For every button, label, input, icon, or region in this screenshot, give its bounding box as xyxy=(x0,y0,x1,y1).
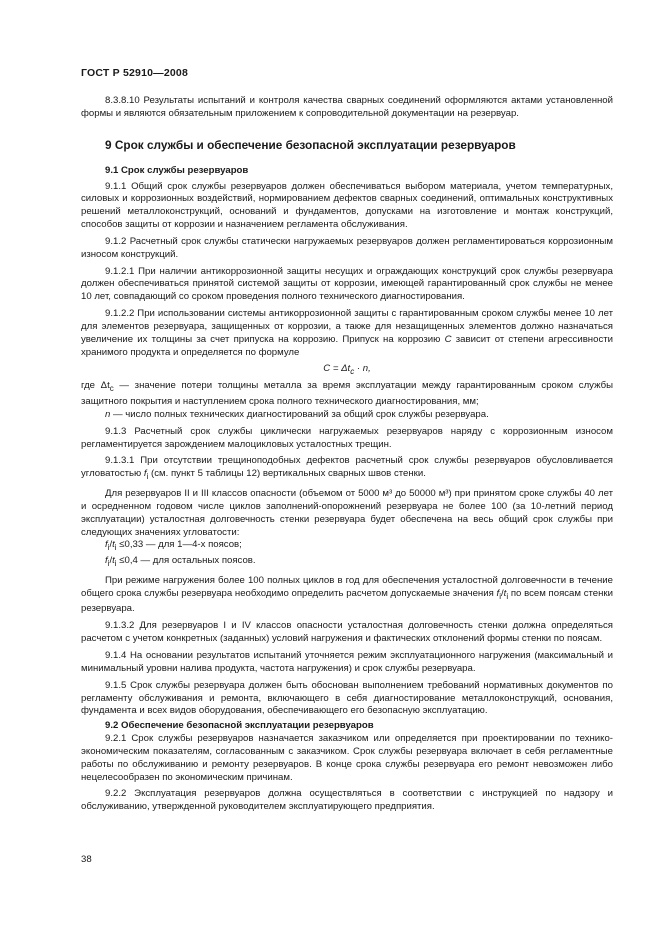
cond2-f-sub: i xyxy=(107,559,110,568)
paragraph-9-2-2: 9.2.2 Эксплуатация резервуаров должна осуществляться в соответствии с инструкцией по надзору и обслуживанию, утвержденной руководителем эксплуатирующего предприятия. xyxy=(81,788,613,813)
paragraph-9-1-3-1-text-a: 9.1.3.1 При отсутствии трещиноподобных дефектов расчетный срок службы резервуаров обусловливается угловатостью xyxy=(81,455,613,480)
cond2-f: f xyxy=(105,555,108,567)
cycles-f-sub: i xyxy=(499,591,501,601)
cycles-slash: / xyxy=(500,587,504,599)
cycles-t-sub: i xyxy=(506,591,509,601)
paragraph-hazard-classes: Для резервуаров II и III классов опасности (объемом от 5000 м³ до 50000 м³) при принятом сроке службы 40 лет и осредненном годовом числе циклов заполнений-опорожнений резервуара не более 100 (за 10-летний период эксплуатации) усталостная долговечность стенки резервуара будет обеспечена на весь общий срок службы при следующих значениях угловатости: xyxy=(81,487,613,538)
cycles-t: t xyxy=(503,587,507,599)
definition-delta-tc xyxy=(81,380,613,409)
cond2-text: ≤0,4 — для остальных поясов. xyxy=(116,555,256,567)
cond1-t-sub: i xyxy=(114,543,117,553)
paragraph-cycles xyxy=(81,575,613,616)
condition-belts-1-4 xyxy=(81,539,613,555)
document-header: ГОСТ Р 52910—2008 xyxy=(81,67,189,79)
definition-text: — значение потери толщины металла за время эксплуатации между гарантированным сроком службы защитного покрытия и наступлением срока полного технического диагностирования, мм; xyxy=(81,380,613,407)
paragraph-9-1-2: 9.1.2 Расчетный срок службы статически нагружаемых резервуаров должен регламентироваться коррозионным износом конструкций. xyxy=(81,235,613,260)
cond1-slash: / xyxy=(109,539,113,551)
page-number: 38 xyxy=(81,854,92,865)
paragraph-9-1-3-2: 9.1.3.2 Для резервуаров I и IV классов опасности усталостная долговечность стенки должна определяться расчетом с учетом конкретных (заданных) условий нагружения и фактических отклонений формы стенки по поясам. xyxy=(81,620,613,645)
definition-lead: где Δt xyxy=(81,380,110,392)
symbol-n: n xyxy=(105,408,111,420)
paragraph-9-1-3-1-text-b: (см. пункт 5 таблицы 12) вертикальных сварных швов стенки. xyxy=(148,468,426,480)
cond2-t: t xyxy=(112,555,115,567)
section-9-title: 9 Срок службы и обеспечение безопасной эксплуатации резервуаров xyxy=(105,137,516,152)
symbol-f-sub: i xyxy=(146,472,149,482)
definition-sub: c xyxy=(109,384,114,394)
paragraph-9-1-2-1: 9.1.2.1 При наличии антикоррозионной защиты несущих и ограждающих конструкций срок службы резервуара должен обеспечиваться принятой системой защиты от коррозии, имеющей гарантированный срок службы не менее 10 лет, совпадающий со сроком проведения полного технического диагностирования. xyxy=(81,265,613,303)
paragraph-9-1-2-2-text-a: 9.1.2.2 При использовании системы антикоррозионной защиты с гарантированным сроком службы менее 10 лет для элементов резервуара, защищенных от коррозии, а также для незащищенных элементов должно назначаться увеличение их толщины за счет припуска на коррозию. Припуск на коррозию xyxy=(81,308,613,345)
cond2-slash: / xyxy=(109,555,113,567)
cycles-f: f xyxy=(496,587,500,599)
definition-n-text: — число полных технических диагностирований за общий срок службы резервуара. xyxy=(110,408,489,420)
subsection-9-2-title: 9.2 Обеспечение безопасной эксплуатации резервуаров xyxy=(105,720,374,732)
paragraph-9-1-5: 9.1.5 Срок службы резервуара должен быть обоснован выполнением требований нормативных документов по регламенту обслуживания и ремонта, включающего в себя диагностирование металлоконструкций, основания, фундамента и всех видов оборудования, обеспечивающего его безопасную эксплуатацию. xyxy=(81,679,613,717)
formula-tail: · n, xyxy=(354,362,371,374)
subsection-9-1-title: 9.1 Срок службы резервуаров xyxy=(105,164,249,176)
paragraph-8-3-8-10: 8.3.8.10 Результаты испытаний и контроля качества сварных соединений оформляются актами установленной формы и являются обязательным приложением к сопроводительной документации на резервуар. xyxy=(81,95,613,119)
cond1-t: t xyxy=(112,539,115,551)
paragraph-9-1-4: 9.1.4 На основании результатов испытаний уточняется режим эксплуатационного нагружения (максимальный и минимальный уровни налива продукта, частота нагружения) и срок службы резервуара. xyxy=(81,649,613,674)
paragraph-9-1-2-2-text-b: зависит от степени агрессивности хранимого продукта и определяется по формуле xyxy=(81,333,613,358)
paragraph-9-2-1: 9.2.1 Срок службы резервуаров назначается заказчиком или определяется при проектировании по технико-экономическим показателям, согласованным с заказчиком. Срок службы резервуара включает в себя регламентные работы по обслуживанию и ремонту резервуаров. В конце срока службы резервуара его ремонт невозможен либо нецелесообразен по экономическим причинам. xyxy=(81,733,613,783)
cond1-f: f xyxy=(105,539,108,551)
paragraph-cycles-text-a: При режиме нагружения более 100 полных циклов в год для обеспечения усталостной долговечности в течение общего срока службы резервуара необходимо определить расчетом допускаемые значения xyxy=(81,574,613,599)
paragraph-9-1-3-1 xyxy=(81,455,613,484)
condition-other-belts xyxy=(81,555,613,571)
document-body xyxy=(81,95,613,814)
definition-n xyxy=(81,409,613,422)
paragraph-9-1-1: 9.1.1 Общий срок службы резервуаров должен обеспечиваться выбором материала, учетом температурных, силовых и коррозионных воздействий, нормированием дефектов сварных соединений, оптимальных конструктивных решений металлоконструкций, оснований и фундаментов, допусками на изготовление и монтаж конструкций, способов защиты от коррозии и назначением регламента обслуживания. xyxy=(81,180,613,231)
cond2-t-sub: i xyxy=(114,559,117,568)
paragraph-9-1-3: 9.1.3 Расчетный срок службы циклически нагружаемых резервуаров наряду с коррозионным износом регламентируется зарождением малоцикловых усталостных трещин. xyxy=(81,425,613,450)
symbol-f: f xyxy=(143,468,147,480)
formula-main: C = Δt xyxy=(323,362,351,374)
paragraph-cycles-text-b: по всем поясам стенки резервуара. xyxy=(81,587,613,615)
formula-sub: c xyxy=(350,366,355,376)
cond1-f-sub: i xyxy=(107,543,110,553)
formula-corrosion-allowance xyxy=(81,363,613,379)
cond1-text: ≤0,33 — для 1—4-х поясов; xyxy=(116,539,242,551)
symbol-c: C xyxy=(444,333,452,345)
paragraph-9-1-2-2 xyxy=(81,308,613,359)
